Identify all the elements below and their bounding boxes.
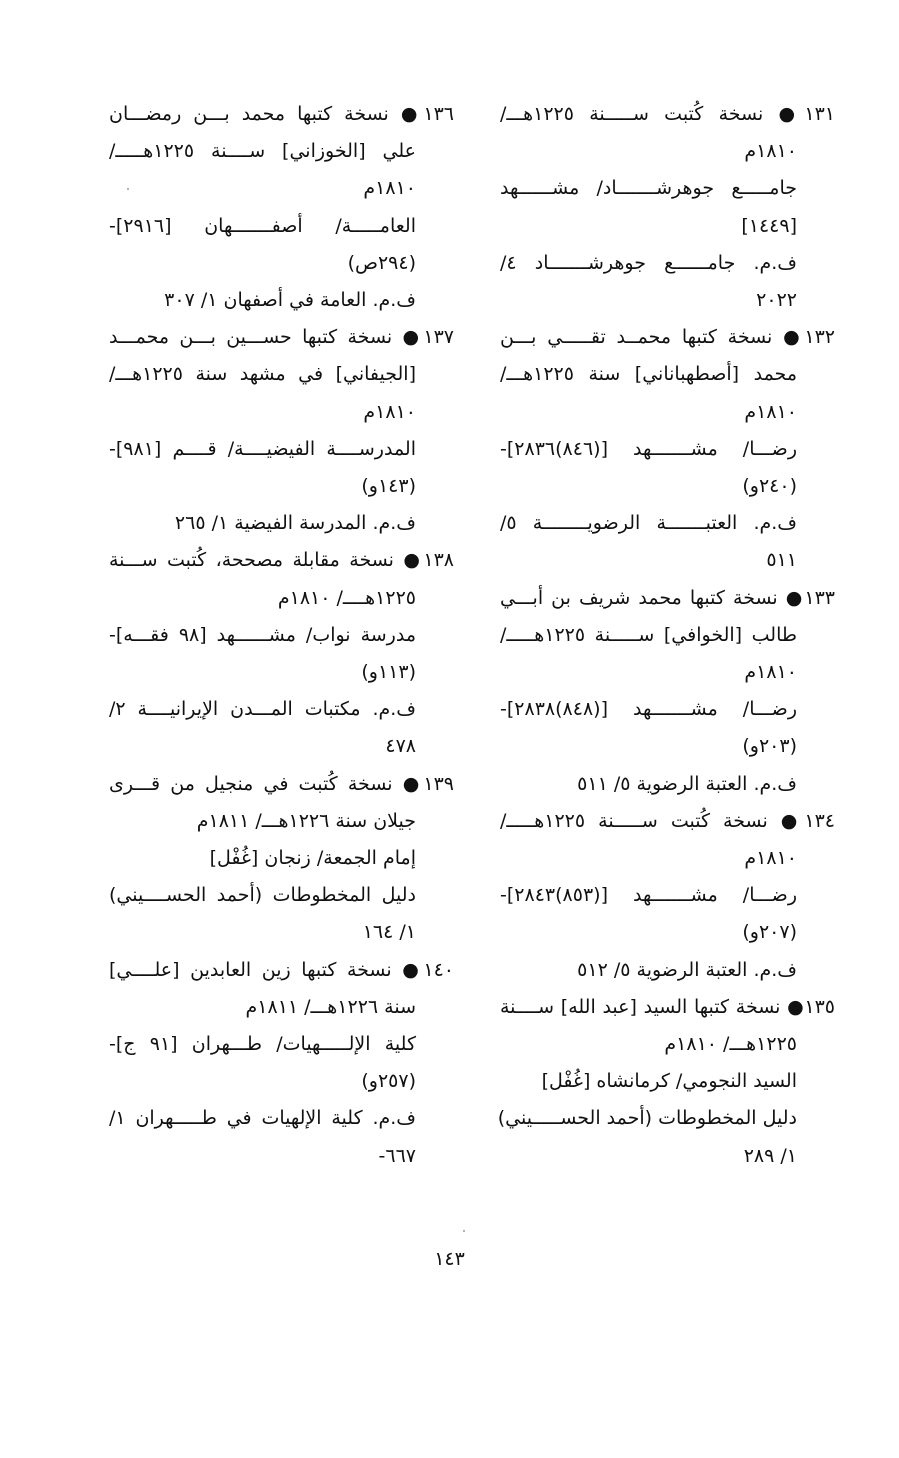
right-column [497, 96, 835, 1175]
entry-line: ١٨١٠م [744, 400, 797, 423]
entry-line: ١٢٢٥هـــ/ ١٨١٠م [664, 1033, 797, 1056]
entry-line: ١٨١٠م [744, 661, 797, 684]
entry-line: (٢٥٧و) [361, 1070, 416, 1093]
entry-line: [١٤٤٩] [741, 214, 797, 237]
entry-line: ٢٠٢٢ [756, 289, 797, 312]
entry-line: كلية الإلـــــهيات/ طـــهران [٩١ ج]- [109, 1033, 416, 1056]
entry-line: ١/ ٢٨٩ [743, 1144, 797, 1167]
entry-line: رضـــا/ مشـــــــهد [(٨٥٣)٢٨٤٣]- [500, 884, 797, 907]
entry-line: [الجيفاني] في مشهد سنة ١٢٢٥هـــ/ [109, 363, 416, 386]
entry-135 [497, 989, 835, 1175]
entry-line: ١٣١● نسخة كُتبت ســـــنة ١٢٢٥هـــ/ [500, 103, 835, 125]
entry-line: ١٣٩● نسخة كُتبت في منجيل من قـــرى [109, 772, 454, 795]
entry-line: مدرسة نواب/ مشــــــهد [٩٨ فقـــه]- [109, 623, 417, 646]
entry-140 [109, 952, 454, 1175]
scan-speck [463, 1230, 465, 1232]
entry-132 [500, 319, 835, 579]
entry-line: ٦٦٧- [378, 1144, 416, 1167]
entry-line: ١٨١٠م [744, 847, 797, 870]
entry-136 [109, 96, 454, 319]
entry-line: ١٣٦● نسخة كتبها محمد بـــن رمضـــان [109, 103, 454, 125]
entry-line: طالب [الخوافي] ســـــنة ١٢٢٥هـــــ/ [500, 623, 797, 646]
entry-line: (٢٤٠و) [742, 475, 797, 498]
entry-line: ١٣٤● نسخة كُتبت ســـــنة ١٢٢٥هـــــ/ [500, 809, 835, 832]
entry-line: ١٤٠● نسخة كتبها زين العابدين [علــــي] [109, 958, 454, 981]
entry-line: (٢٩٤ص) [347, 251, 416, 274]
entry-133 [500, 580, 835, 803]
entry-line: رضـــا/ مشـــــــهد [(٨٤٦)٢٨٣٦]- [500, 437, 797, 460]
entry-line: جامـــــع جوهرشـــــــاد/ مشــــــهد [500, 177, 797, 200]
entry-line: ١٣٣● نسخة كتبها محمد شريف بن أبـــي [500, 586, 835, 609]
entry-line: ف.م. المدرسة الفيضية ١/ ٢٦٥ [174, 512, 416, 535]
entry-line: ف.م. العتبـــــــة الرضويــــــــة ٥/ [500, 512, 797, 535]
entry-line: ف.م. كلية الإلهيات في طـــــهران ١/ [109, 1107, 416, 1130]
entry-line: دليل المخطوطات (أحمد الحســــيني) [109, 884, 416, 907]
entry-line: (٢٠٧و) [742, 921, 797, 944]
entry-line: ف.م. العتبة الرضوية ٥/ ٥١٢ [577, 958, 797, 981]
entry-line: ١٨١٠م [363, 400, 416, 423]
entry-line: جيلان سنة ١٢٢٦هـــ/ ١٨١١م [196, 809, 416, 832]
entry-131 [500, 96, 835, 319]
page-number: ١٤٣ [434, 1248, 465, 1270]
entry-line: ١٨١٠م [744, 140, 797, 163]
scan-speck [127, 188, 129, 190]
entry-line: دليل المخطوطات (أحمد الحســـــيني) [497, 1107, 797, 1130]
entry-line: (١٤٣و) [361, 475, 416, 498]
entry-137 [109, 319, 454, 542]
left-column [109, 96, 454, 1175]
entry-line: ٥١١ [766, 549, 797, 572]
entry-line: ف.م. العتبة الرضوية ٥/ ٥١١ [577, 772, 797, 795]
entry-line: ٤٧٨ [385, 735, 416, 758]
entry-line: ١٣٨● نسخة مقابلة مصححة، كُتبت ســـنة [109, 549, 454, 572]
entry-line: سنة ١٢٢٦هـــ/ ١٨١١م [245, 995, 416, 1018]
entry-134 [500, 803, 835, 989]
entry-line: العامـــــة/ أصفـــــــهان [٢٩١٦]- [109, 214, 416, 237]
entry-139 [109, 766, 454, 952]
entry-line: ف.م. العامة في أصفهان ١/ ٣٠٧ [164, 289, 416, 312]
entry-line: ١٣٧● نسخة كتبها حســـين بـــن محمـــد [109, 326, 454, 349]
entry-line: المدرســــة الفيضيــــة/ قــــم [٩٨١]- [109, 437, 416, 460]
entry-line: إمام الجمعة/ زنجان [غُفْل] [209, 847, 416, 870]
entry-line: ١٨١٠م [363, 177, 416, 200]
entry-line: ١/ ١٦٤ [362, 921, 416, 944]
entry-line: ف.م. جامــــــع جوهرشـــــــاد ٤/ [500, 251, 797, 274]
entry-line: (١١٣و) [361, 661, 416, 684]
entry-line: (٢٠٣و) [742, 735, 797, 758]
entry-line: علي [الخوزاني] ســــنة ١٢٢٥هـــــ/ [109, 140, 416, 163]
entry-line: ١٣٢● نسخة كتبها محمــد تقـــــي بـــن [500, 326, 835, 349]
entry-line: ١٣٥● نسخة كتبها السيد [عبد الله] ســــنة [500, 995, 835, 1018]
entry-line: ف.م. مكتبات المـــدن الإيرانيــــة ٢/ [109, 698, 416, 721]
entry-line: السيد النجومي/ كرمانشاه [غُفْل] [541, 1070, 797, 1093]
entry-line: رضـــا/ مشـــــــهد [(٨٤٨)٢٨٣٨]- [500, 698, 797, 721]
entry-line: ١٢٢٥هــــ/ ١٨١٠م [277, 586, 416, 609]
entry-138 [109, 542, 454, 765]
entry-line: محمد [أصطهباناني] سنة ١٢٢٥هـــ/ [500, 363, 797, 386]
